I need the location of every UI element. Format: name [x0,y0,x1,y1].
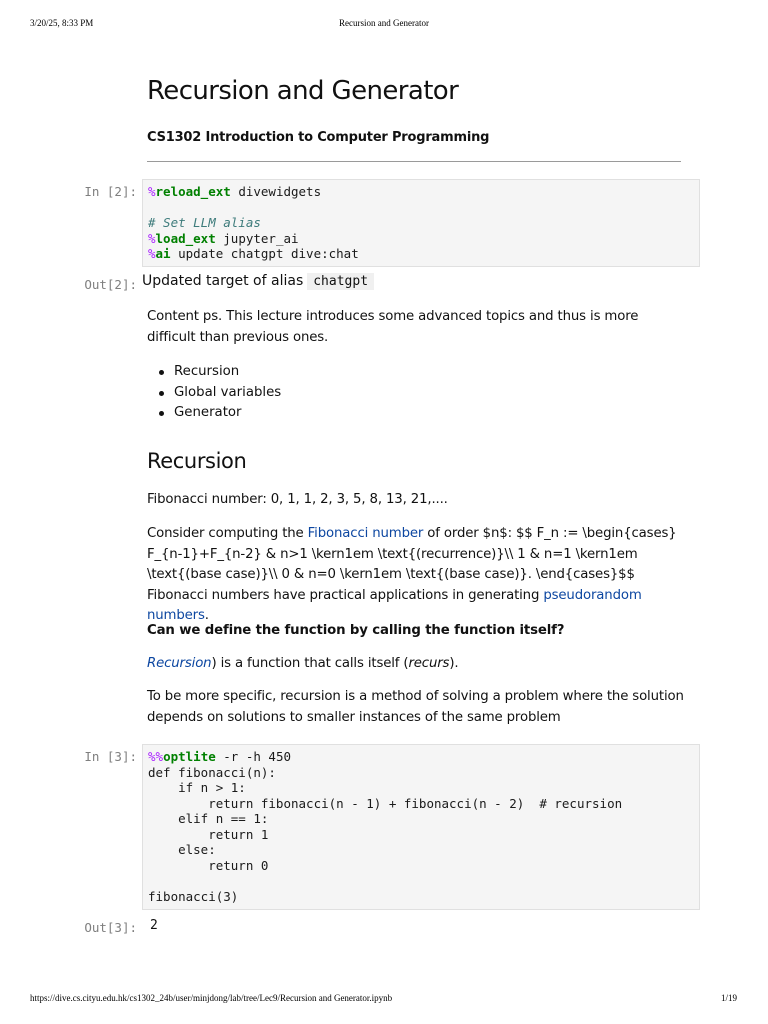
recursion-specific-paragraph: To be more specific, recursion is a method of solving a problem where the solution depends on solutions to smaller instances of the same problem [147,689,684,725]
cell-3-in-prompt: In [3]: [84,749,137,764]
question-heading: Can we define the function by calling the function itself? [147,623,565,638]
text: ). [449,656,459,671]
list-item: Recursion [147,362,281,383]
cell-3-out-prompt: Out[3]: [84,920,137,935]
list-item: Global variables [147,383,281,404]
page-title: Recursion and Generator [147,76,459,106]
code-cell-3[interactable] [142,744,700,910]
inline-code: chatgpt [307,273,374,290]
magic-percent: % [148,184,156,199]
fibonacci-definition-paragraph [147,524,687,627]
print-title: Recursion and Generator [339,18,429,28]
text-italic: recurs [408,656,450,671]
print-url: https://dive.cs.cityu.edu.hk/cs1302_24b/user/minjdong/lab/tree/Lec9/Recursion and Generator.ipynb [30,993,393,1003]
magic-keyword: optlite [163,749,216,764]
recursion-definition [147,654,687,675]
text: . [204,608,209,623]
magic-percent: %% [148,749,164,764]
intro-paragraph: Content ps. This lecture introduces some advanced topics and thus is more difficult than previous ones. [147,309,639,345]
magic-keyword: reload_ext [155,184,231,199]
text: of order $n$: $$ F_n := \begin{cases} F_{n-1}+F_{n-2} & n>1 \kern1em \text{(recurrence)}\\ 1 & n=1 \kern1em \text{(base case)}\\ 0 & n=0 \kern1em \text{(base case)}. \end{cases}$$ Fibonacci numbers have practical applications in generating [147,526,677,603]
code-cell-2[interactable] [142,179,700,267]
text: ) is a function that calls itself ( [211,656,409,671]
print-datetime: 3/20/25, 8:33 PM [30,18,94,28]
recursion-link[interactable]: Recursion [147,656,212,671]
section-heading-recursion: Recursion [147,449,247,473]
code-cell-3-source[interactable] [143,745,699,908]
cell-3-output: 2 [150,918,158,933]
text: Consider computing the [147,526,308,541]
horizontal-rule [147,161,681,162]
code-text: -r -h 450 [215,749,292,764]
fibonacci-number-link[interactable]: Fibonacci number [307,526,424,541]
magic-percent: % [148,230,156,246]
cell-2-in-prompt: In [2]: [84,184,137,199]
print-footer [0,993,768,1005]
code-comment: # Set LLM alias [148,215,261,230]
page-number: 1/19 [720,993,737,1003]
magic-percent: % [148,246,156,261]
output-text: Updated target of alias [142,273,304,289]
code-cell-2-source[interactable] [143,180,699,266]
magic-keyword: load_ext [155,230,216,246]
code-text: divewidgets [230,184,322,199]
list-item: Generator [147,403,281,424]
print-header [0,18,768,30]
magic-keyword: ai [155,246,171,261]
course-subtitle: CS1302 Introduction to Computer Programming [147,130,490,145]
pseudorandom-numbers-link[interactable]: pseudorandom numbers [147,587,642,623]
code-text: update chatgpt dive:chat [170,246,359,261]
cell-2-output [142,273,374,289]
cell-2-out-prompt: Out[2]: [84,277,137,292]
topics-list [147,362,281,424]
code-body: def fibonacci(n): if n > 1: return fibonacci(n - 1) + fibonacci(n - 2) # recursion elif n == 1: return 1 else: return 0 fibonacci(3) [148,764,623,904]
code-text: jupyter_ai [215,230,299,246]
fibonacci-sequence: Fibonacci number: 0, 1, 1, 2, 3, 5, 8, 13, 21,.... [147,492,448,507]
